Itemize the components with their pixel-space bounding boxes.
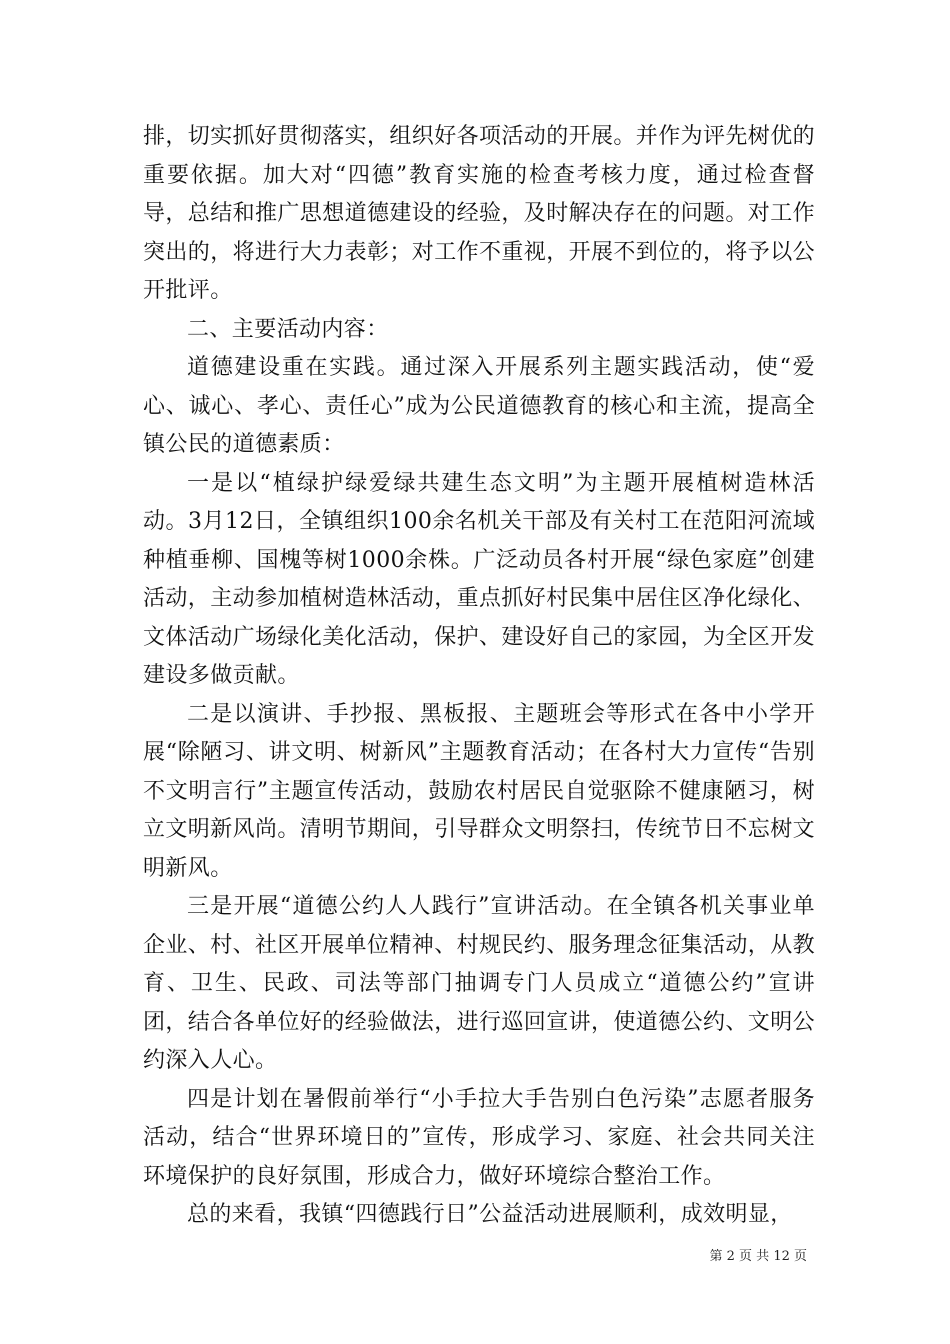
paragraph-item-4: 四是计划在暑假前举行“小手拉大手告别白色污染”志愿者服务活动，结合“世界环境日的”宣传，形成学习、家庭、社会共同关注环境保护的良好氛围，形成合力，做好环境综合整治工作。 <box>143 1086 815 1189</box>
section-heading: 二、主要活动内容： <box>187 316 389 342</box>
paragraph-item-2: 二是以演讲、手抄报、黑板报、主题班会等形式在各中小学开展“除陋习、讲文明、树新风”主题教育活动；在各村大力宣传“告别不文明言行”主题宣传活动，鼓励农村居民自觉驱除不健康陋习，树立文明新风尚。清明节期间，引导群众文明祭扫，传统节日不忘树文明新风。 <box>143 701 816 881</box>
paragraph-intro: 道德建设重在实践。通过深入开展系列主题实践活动，使“爱心、诚心、孝心、责任心”成为公民道德教育的核心和主流，提高全镇公民的道德素质： <box>143 355 815 457</box>
document-body <box>143 118 815 1235</box>
paragraph-item-1: 一是以“植绿护绿爱绿共建生态文明”为主题开展植树造林活动。3月12日，全镇组织100余名机关干部及有关村工在范阳河流域种植垂柳、国槐等树1000余株。广泛动员各村开展“绿色家庭”创建活动，主动参加植树造林活动，重点抓好村民集中居住区净化绿化、文体活动广场绿化美化活动，保护、建设好自己的家园，为全区开发建设多做贡献。 <box>143 470 816 688</box>
page-number-footer: 第 2 页 共 12 页 <box>709 1249 807 1264</box>
paragraph-summary: 总的来看，我镇“四德践行日”公益活动进展顺利，成效明显， <box>187 1202 793 1227</box>
paragraph-continuation: 排，切实抓好贯彻落实，组织好各项活动的开展。并作为评先树优的重要依据。加大对“四德”教育实施的检查考核力度，通过检查督导，总结和推广思想道德建设的经验，及时解决存在的问题。对工作突出的，将进行大力表彰；对工作不重视，开展不到位的，将予以公开批评。 <box>143 124 816 303</box>
paragraph-item-3: 三是开展“道德公约人人践行”宣讲活动。在全镇各机关事业单企业、村、社区开展单位精神、村规民约、服务理念征集活动，从教育、卫生、民政、司法等部门抽调专门人员成立“道德公约”宣讲团，结合各单位好的经验做法，进行巡回宣讲，使道德公约、文明公约深入人心。 <box>143 894 816 1073</box>
